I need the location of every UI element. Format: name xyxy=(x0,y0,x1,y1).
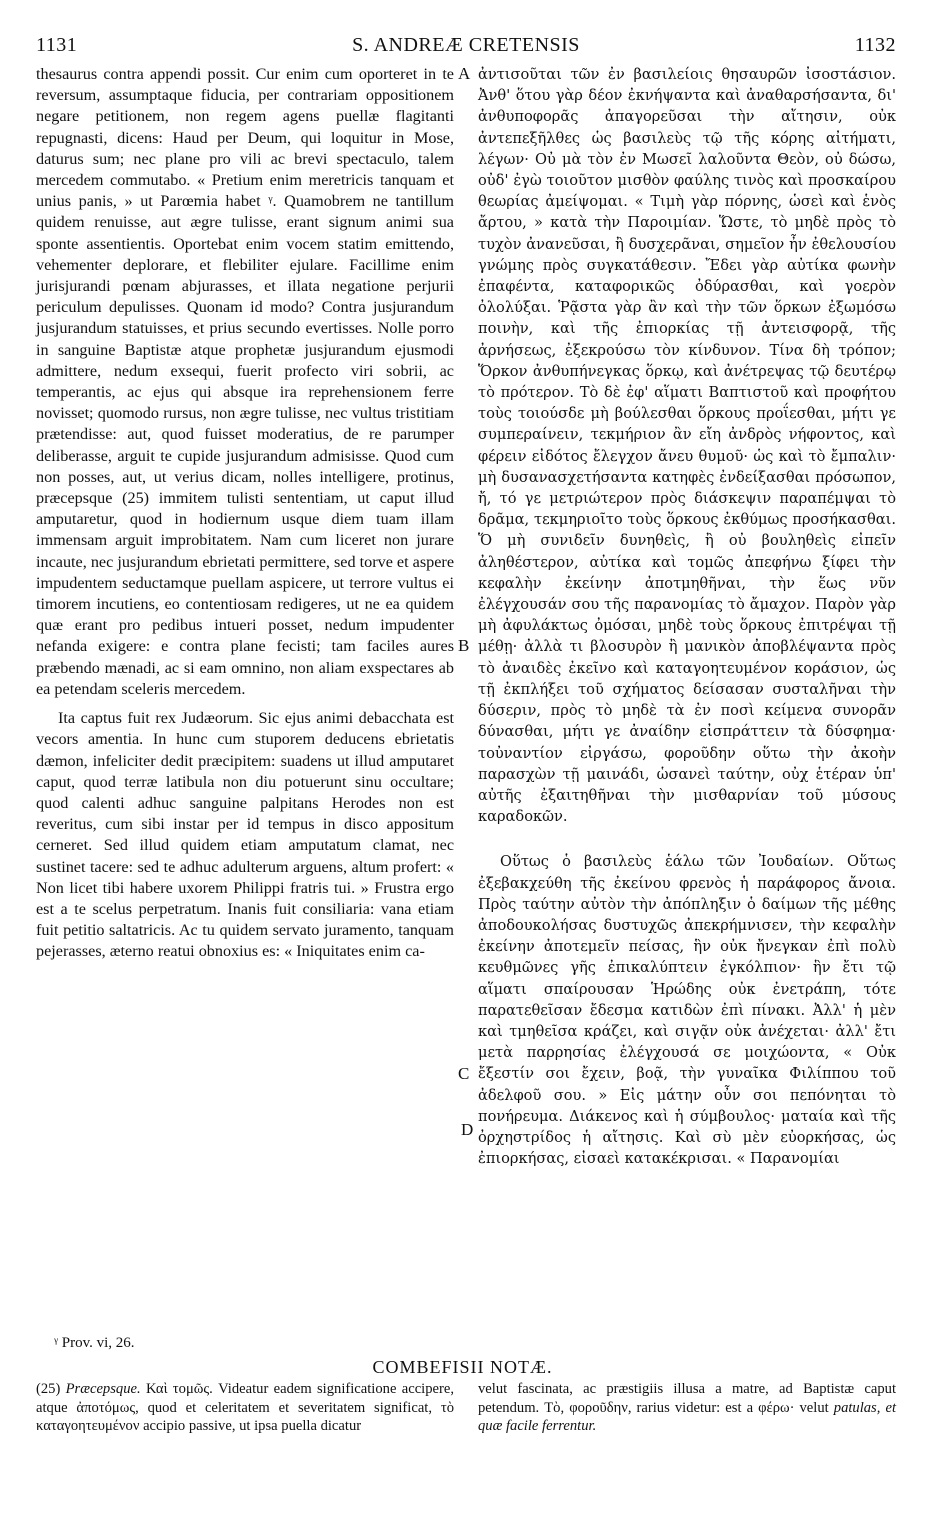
note-text: Καὶ τομῶς. Videatur eadem significatione accipere, atque ἀποτόμως, quod et celeritatem et severitatem significat, τὸ καταγοητευμένον accipio passive, ut ipsa puella dicatur xyxy=(36,1381,454,1435)
note-paragraph xyxy=(478,1380,896,1436)
greek-paragraph: Οὕτως ὁ βασιλεὺς ἑάλω τῶν Ἰουδαίων. Οὕτως ἐξεβακχεύθη τῆς ἐκείνου φρενὸς ἡ παράφορος ἄνοια. Πρὸς ταύτην αὐτὸν τὴν ἀπόπληξιν ὁ δαίμων τῆς μέθης ἀποδουκολήσας δυστυχῶς ἀπεκρήμνισεν, τὴν κεφαλὴν ἐκείνην ἀποτεμεῖν πείσας, ἣν οὐκ ἤνεγκαν ἐπὶ πολὺ κευθμῶνες γῆς ἐπικαλύπτειν ἐγκόλπιον· ἣν ἔτι τῷ αἵματι σπαίρουσαν Ἡρώδης οὐκ ἐνετράπη, τότε παρατεθεῖσαν ἔδεσμα κατιδὼν ἐπὶ πίνακι. Ἀλλ' ἡ μὲν καὶ τμηθεῖσα κράζει, καὶ σιγᾷν οὐκ ἀνέχεται· ἀλλ' ἔτι μετὰ παρρησίας ἐλέγχουσά σε μοιχώοντα, « Οὐκ ἔξεστίν σοι ἔχειν, βοᾷ, τὴν γυναῖκα Φιλίππου τοῦ ἀδελφοῦ σου. » Εἰς μάτην οὖν σοι πεπόνηται τὸ πονήρευμα. Διάκενος καὶ ἡ σύμβουλος· ματαία καὶ τῆς ὀρχηστρίδος ἡ αἴτησις. Καὶ σὺ μὲν εὐορκήσας, ὡς ἐπιορκήσας, εἰσαεὶ κατακέκρισαι. « Παρανομίαι xyxy=(478,853,896,1168)
notes-title: COMBEFISII NOTÆ. xyxy=(372,1357,553,1377)
latin-paragraph: Ita captus fuit rex Judæorum. Sic ejus animi debacchata est vecors amentia. In hunc cum stuporem deducens ebrietatis dæmon, infeliciter dedit præcipitem: suadens ut illud amputaret caput, quod terræ latibula non diu potuerunt sinu occultare; quod calenti adhuc sanguine palpitans Herodes non est reveritus, cum sibi instar per id tempus in disco appositum cerneret. Sed illud quidem etiam amputatum clamat, nec sustinet tacere: sed te adhuc adulterum arguens, altum profert: « Non licet tibi habere uxorem Philippi fratris tui. » Frustra ergo est a te scelus perpetratum. Inanis fuit consiliaria: vana etiam fuit petitio saltatricis. Ac tu quidem servato juramento, tanquam pejerasses, æterno reatui obnoxius es: « Iniquitates enim ca- xyxy=(36,709,454,961)
margin-marker-c: C xyxy=(458,1064,470,1083)
running-title: S. ANDREÆ CRETENSIS xyxy=(352,34,580,56)
note-italic-text: patulas, et quæ facile ferrentur. xyxy=(478,1399,896,1435)
greek-paragraph: ἀντισοῦται τῶν ἐν βασιλείοις θησαυρῶν ἰσοστάσιον. Ἀνθ' ὅτου γὰρ δέον ἐκνήψαντα καὶ ἀναθαρσήσαντα, δι' ἀνθυποφορᾶς ἀπαγορεῦσαι τὴν αἴτησιν, οὐκ ἀντεπεξῆλθες ὡς βασιλεὺς τῷ τῆς κόρης αἰτήματι, λέγων· Οὐ μὰ τὸν ἐν Μωσεῖ λαλοῦντα Θεὸν, οὐ δώσω, οὐδ' ἐγὼ τοιοῦτον μισθὸν φαύλης τινὸς καὶ προσκαίρου θεωρίας ἀμείψομαι. « Τιμὴ γὰρ πόρνης, ὡσεὶ καὶ ἑνὸς ἄρτου, » κατὰ τὴν Παροιμίαν. Ὥστε, τὸ μηδὲ πρὸς τὸ τυχὸν ἀνανεῦσαι, ἢ δυσχερᾶναι, σημεῖον ἦν ἐθελουσίου γνώμης πρὸς συγκατάθεσιν. Ἔδει γὰρ αὐτίκα φωνὴν ἐπαφέντα, καταφορικῶς ὀδύρασθαι, καὶ γοερὸν ὀλολύξαι. Ῥᾷστα γὰρ ἂν καὶ τὴν τῶν ὅρκων ἐξωμόσω ποινὴν, καὶ τῆς ἐπιορκίας τῇ ἀντεισφορᾷ, τῆς ἀρνήσεως, ἐξεκρούσω τὸν κίνδυνον. Τίνα δὴ τρόπον; Ὅρκον ἀνθυπήνεγκας ὅρκῳ, καὶ ἀνέτρεψας τῷ δευτέρῳ τὸ πρότερον. Τὸ δὲ ἐφ' αἵματι Βαπτιστοῦ καὶ προφήτου τοὺς τοιούσδε μὴ βούλεσθαι ὅρκους προΐεσθαι, μήτι γε συμπεραίνειν, τεκμήριον ἂν εἴη ἀνδρὸς νήφοντος, καὶ φέρειν εἰδότος ἔλεγχον ἄνευ θυμοῦ· ὡς καὶ τὸ ἔμπαλιν· μὴ δυσανασχετήσαντα κατηφὲς ἐνδείξασθαι πρόσωπον, ἤ, τό γε μετριώτερον πρὸς διάσκεψιν παραπέμψαι τὸ δρᾶμα, τεκμηριοῖτο τοὺς ὅρκους ἐκθύμως προσήκασθαι. Ὅ μὴ συνιδεῖν δυνηθεὶς, ἢ οὐ βουληθεὶς εἰπεῖν ἀληθέστερον, αὐτίκα καὶ τομῶς ἀπεφήνω ξίφει τὴν κεφαλὴν ἐκείνην ἀποτμηθῆναι, τὴν ἕως νῦν ἐλέγχουσάν σου τῆς παρανομίας τὸ ἄμαχον. Παρὸν γὰρ μὴ ἀφυλάκτως ὀμόσαι, μηδὲ τοὺς ὅρκους ἐπιτρέψαι τῇ μέθῃ· ἀλλὰ τι βλοσυρὸν ἢ μανικὸν ἀποβλέψαντα πρὸς τὸ ἀναιδὲς ἐκεῖνο καὶ καταγοητευμένον κοράσιον, ὡς τῇ ἐκπλήξει τοῦ σχήματος δείσασαν συσταλῆναι τὴν δύσεριν, πρὸς τὸ μηδὲ τὰ ἐν ποσὶ κείμενα συνορᾶν δύνασθαι, μήτι γε ἀναίδην εἰσπράττειν τὰ δύσφημα· τοὐναντίον εἰργάσω, φοροῦδην οὕτω τὴν ἀκοὴν παρασχὼν τῇ μαινάδι, ὡσανεὶ ταύτην, οὐχ ἑτέραν ὑπ' αὐτῆς ἐξαιτηθῆναι τὴν μισθαρνίαν τοῦ μύσους καραδοκῶν. xyxy=(478,66,896,826)
margin-marker-d: D xyxy=(461,1120,474,1139)
latin-column xyxy=(36,64,454,971)
notes-right-column xyxy=(478,1380,896,1436)
page-number-right: 1132 xyxy=(854,34,896,56)
page-number-left: 1131 xyxy=(36,34,78,56)
note-number: (25) xyxy=(36,1381,61,1397)
greek-column xyxy=(478,64,896,1177)
note-paragraph xyxy=(36,1380,454,1436)
latin-paragraph: thesaurus contra appendi possit. Cur enim cum oporteret in te reversum, assumptaque fiducia, per contrariam oppositionem negare petitionem, non regem agens puellæ flagitanti repugnasti, dicens: Haud per Deum, qui loquitur in Mose, daturus sum; nec plane pro vili ac brevi spectaculo, talem mercedem commutabo. « Pretium enim meretricis tanquam et unius panis, » ut Parœmia habet ᵞ. Quamobrem ne tantillum quidem renuisse, aut ægre tulisse, erant signum animi sua sponte assentientis. Oportebat enim vocem statim emittendo, vehementer deplorare, et flebiliter ejulare. Facillime enim jurisjurandi pœnam abjurasses, et illata negatione perjurii periculum depulisses. Quonam id modo? Contra jusjurandum jusjurandum statuisses, et prius secundo evertisses. Nolle porro in sanguine Baptistæ atque prophetæ jusjurandum ejusmodi admittere, nedum exsequi, fuerit profecto viri sobrii, ac temperantis, ac ejus qui absque ira reprehensionem ferre novisset; quomodo rursus, non ægre tulisse, nec vultus tristitiam prætendisse: aut, quod fuisset moderatius, de re parumper deliberasse, arguit te cupide jusjurandum admisisse. Quod cum non posses, aut, ut verius dicam, nolles intelligere, protinus, præcepsque (25) immitem tulisti sententiam, ut caput illud amputaretur, quod in hodiernum usque diem tuam illam immensam arguit improbitatem. Nam cum liceret non jurare incaute, nec jusjurandum ebrietati permittere, sed torve et aspere impudentem seductamque puellam aspicere, ut terrore vultus ei timorem incutiens, eo contentiosam redigeres, ut ne ea quidem quæ erant pro pedibus intueri posset, nedum impudenter nefanda exigere: e contra plane fecisti; tam faciles aures præbendo mænadi, ac si eam omnino, non aliam exspectares ab ea petendam sceleris mercedem. xyxy=(36,65,454,698)
note-text: velut fascinata, ac præstigiis illusa a matre, ad Baptistæ caput petendum. Τὸ, φοροῦδην, rarius videtur: est a φέρω· velut xyxy=(478,1381,896,1416)
notes-left-column xyxy=(36,1380,454,1436)
page-header xyxy=(36,34,896,64)
footnote: ᵞ Prov. vi, 26. xyxy=(54,1335,135,1351)
margin-marker-b: B xyxy=(458,636,470,655)
note-headword: Præcepsque. xyxy=(65,1381,141,1397)
margin-marker-a: A xyxy=(458,64,471,83)
